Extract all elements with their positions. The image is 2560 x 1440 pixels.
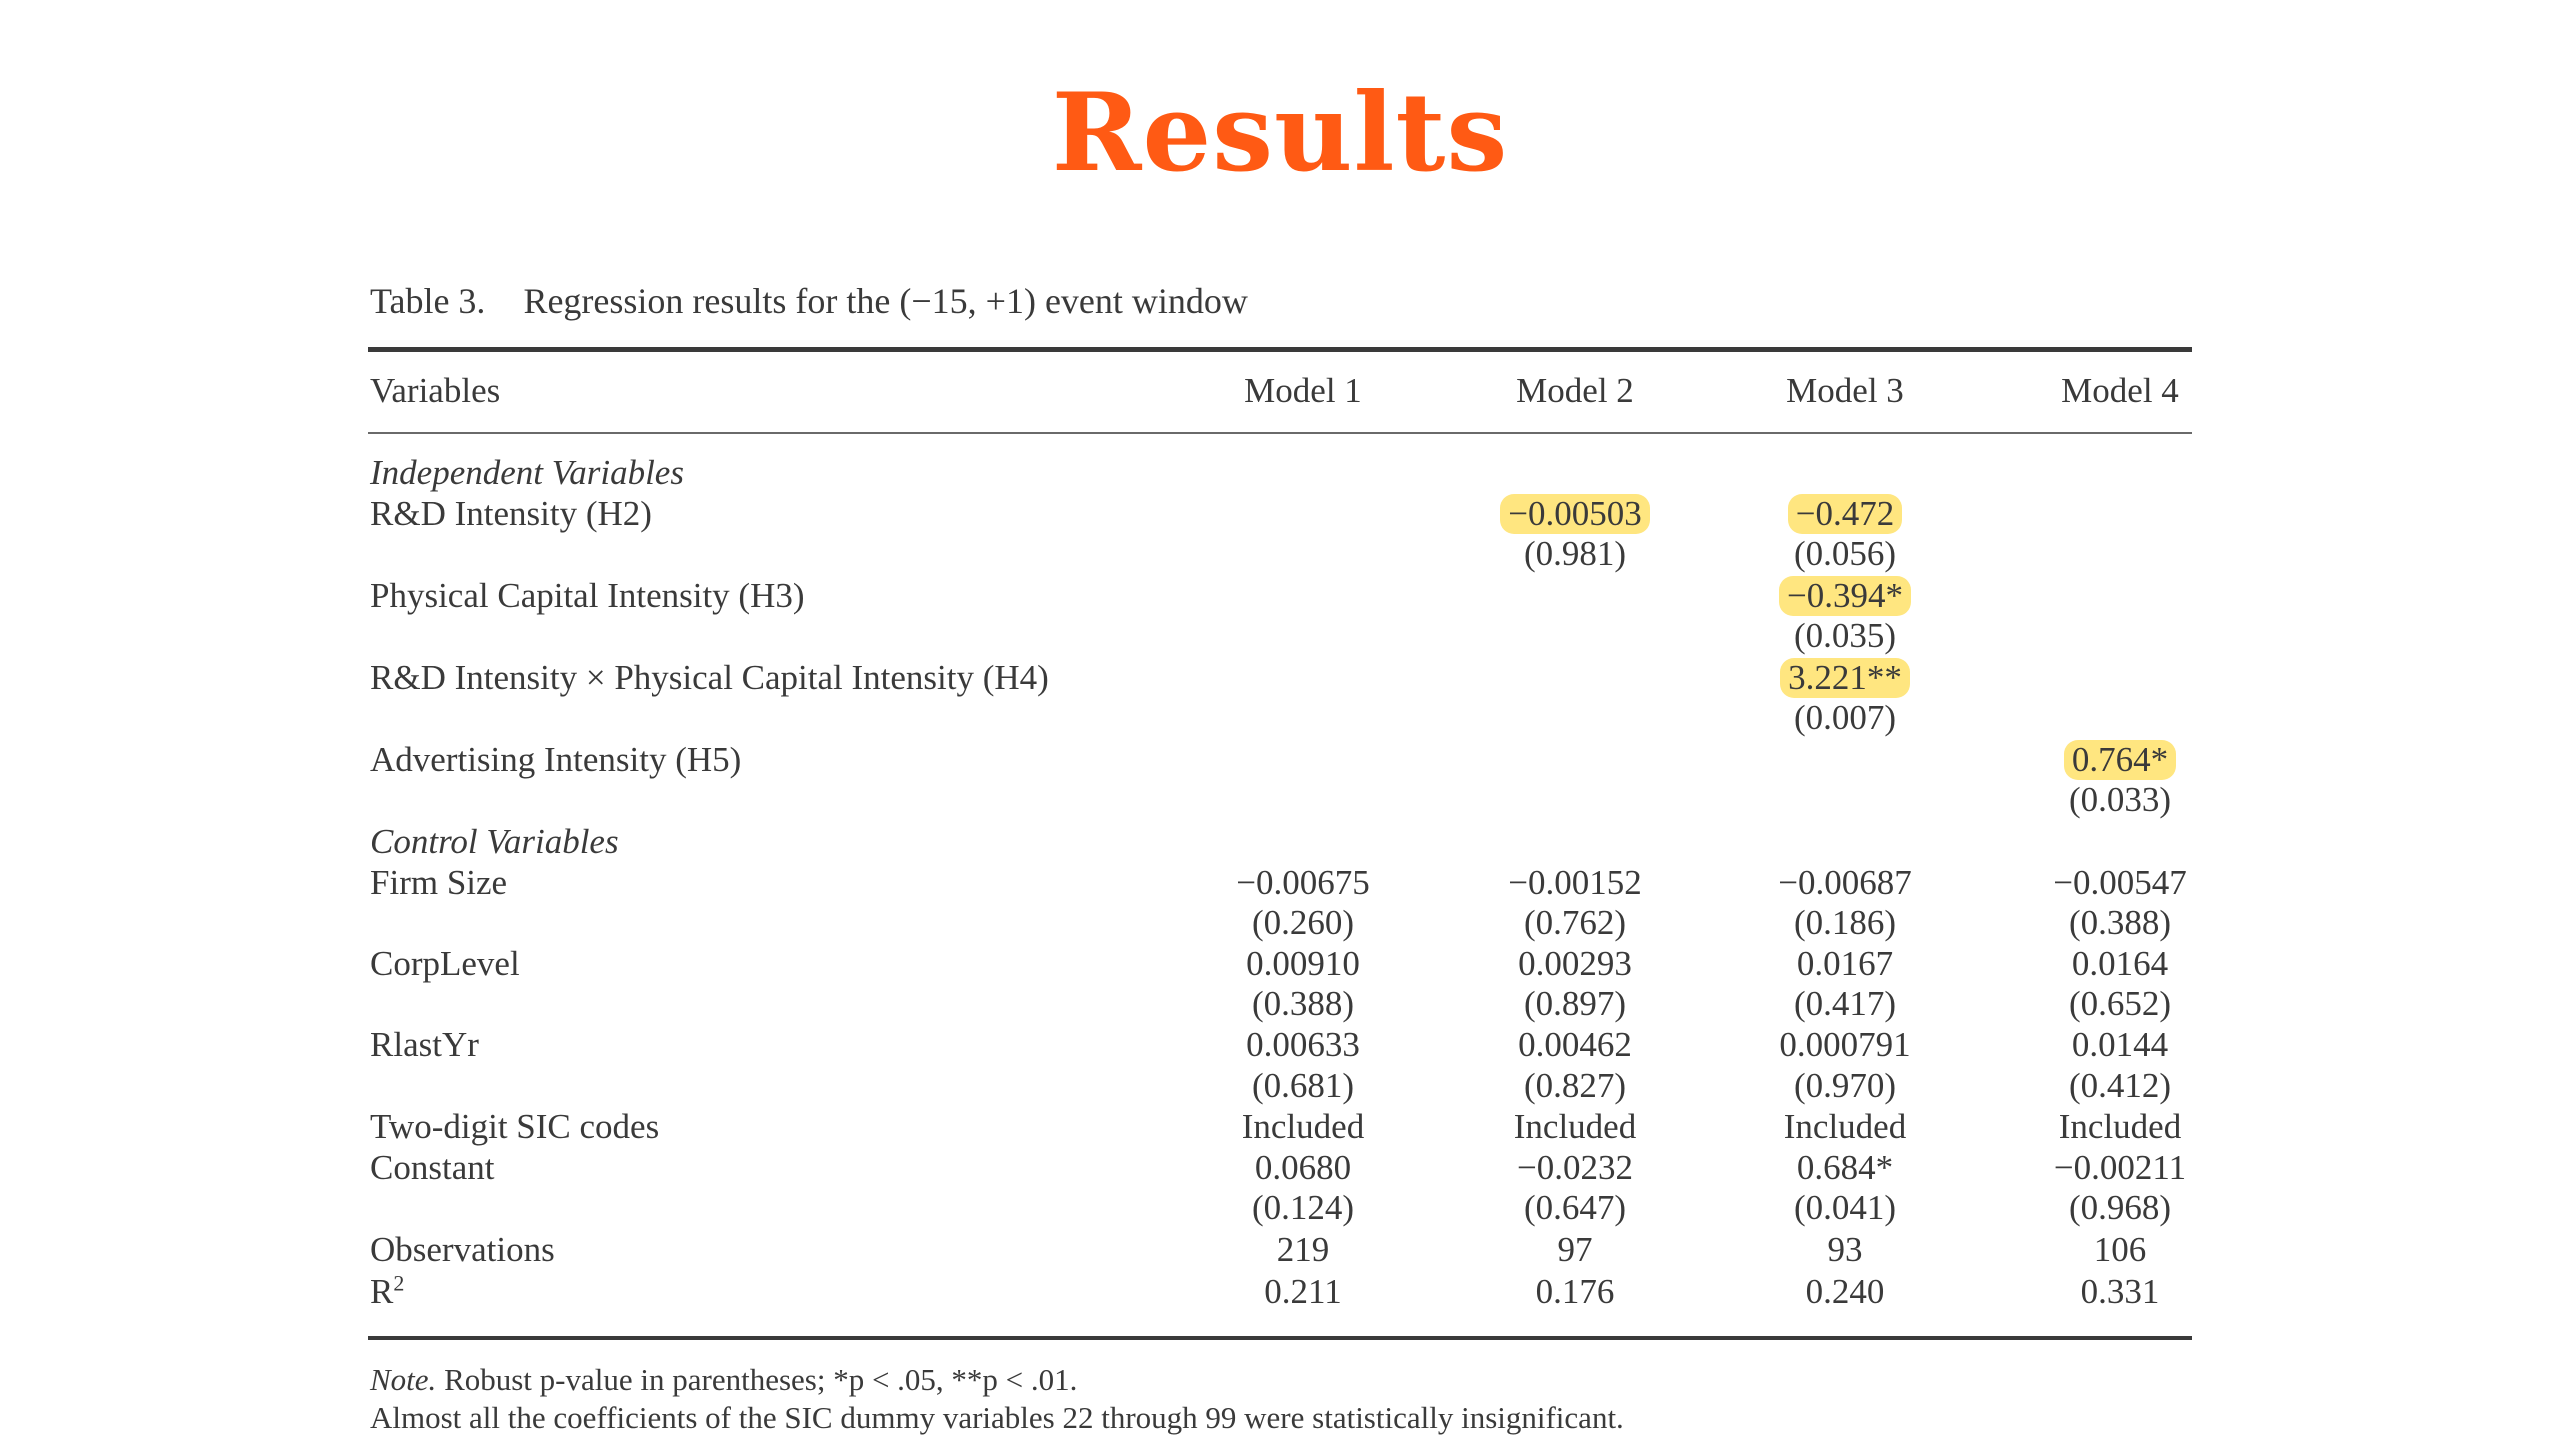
rlast-model1-pvalue: (0.681)	[1251, 1066, 1355, 1105]
rd-model2-coef	[1445, 494, 1705, 534]
row-sic-codes-label: Two-digit SIC codes	[370, 1107, 660, 1146]
highlight-mark: 0.764*	[2064, 740, 2176, 780]
inter-model3-pvalue: (0.007)	[1793, 698, 1897, 737]
obs-model2: 97	[1557, 1230, 1593, 1269]
row-r-squared-label	[370, 1272, 404, 1312]
const-model1-coef: 0.0680	[1254, 1148, 1352, 1187]
note-label: Note.	[370, 1362, 437, 1397]
const-model3-coef: 0.684*	[1796, 1148, 1894, 1187]
header-model-4: Model 4	[2061, 371, 2179, 410]
r2-model4: 0.331	[2080, 1272, 2160, 1311]
rd-model3-coef	[1715, 494, 1975, 534]
r2-model1: 0.211	[1264, 1272, 1342, 1311]
rlast-model2-coef: 0.00462	[1518, 1025, 1632, 1064]
firm-model3-pvalue: (0.186)	[1793, 903, 1897, 942]
firm-model1-coef: −0.00675	[1236, 863, 1370, 902]
pci-model3-coef	[1715, 576, 1975, 616]
row-physical-capital-label: Physical Capital Intensity (H3)	[370, 576, 805, 615]
slide-title: Results	[1051, 70, 1509, 196]
table-note-line-2: Almost all the coefficients of the SIC dummy variables 22 through 99 were statistically insignificant.	[370, 1400, 1624, 1435]
header-rule	[368, 432, 2192, 434]
header-model-1: Model 1	[1244, 371, 1362, 410]
row-firm-size-label: Firm Size	[370, 863, 508, 902]
firm-model3-coef: −0.00687	[1778, 863, 1912, 902]
adv-model4-pvalue: (0.033)	[2068, 780, 2172, 819]
rlast-model2-pvalue: (0.827)	[1523, 1066, 1627, 1105]
highlight-mark: −0.472	[1788, 494, 1903, 534]
rlast-model4-coef: 0.0144	[2071, 1025, 2169, 1064]
rlast-model3-pvalue: (0.970)	[1793, 1066, 1897, 1105]
corp-model1-pvalue: (0.388)	[1251, 984, 1355, 1023]
obs-model4: 106	[2093, 1230, 2147, 1269]
table-caption-label: Table 3.	[370, 281, 486, 321]
firm-model1-pvalue: (0.260)	[1251, 903, 1355, 942]
rlast-model4-pvalue: (0.412)	[2068, 1066, 2172, 1105]
row-interaction-label: R&D Intensity × Physical Capital Intensity (H4)	[370, 658, 1049, 697]
corp-model1-coef: 0.00910	[1246, 944, 1360, 983]
table-top-rule	[368, 347, 2192, 352]
corp-model3-pvalue: (0.417)	[1793, 984, 1897, 1023]
adv-model4-coef	[1990, 740, 2250, 780]
rd-model3-pvalue: (0.056)	[1793, 534, 1897, 573]
const-model4-coef: −0.00211	[2053, 1148, 2187, 1187]
row-rlastyr-label: RlastYr	[370, 1025, 479, 1064]
inter-model3-coef	[1715, 658, 1975, 698]
note-text-1: Robust p-value in parentheses; *p < .05, **p < .01.	[444, 1362, 1078, 1397]
corp-model2-pvalue: (0.897)	[1523, 984, 1627, 1023]
highlight-mark: −0.00503	[1500, 494, 1650, 534]
r2-model2: 0.176	[1535, 1272, 1615, 1311]
table-note-line-1	[370, 1362, 1077, 1398]
firm-model4-pvalue: (0.388)	[2068, 903, 2172, 942]
header-variables: Variables	[370, 371, 501, 410]
row-corplevel-label: CorpLevel	[370, 944, 520, 983]
section-control-variables: Control Variables	[370, 822, 619, 861]
r-squared-base: R	[370, 1272, 394, 1311]
firm-model2-pvalue: (0.762)	[1523, 903, 1627, 942]
r-squared-superscript: 2	[393, 1270, 405, 1296]
const-model3-pvalue: (0.041)	[1793, 1188, 1897, 1227]
row-advertising-label: Advertising Intensity (H5)	[370, 740, 742, 779]
highlight-mark: −0.394*	[1779, 576, 1911, 616]
table-caption	[370, 280, 1248, 322]
header-model-3: Model 3	[1786, 371, 1904, 410]
const-model2-pvalue: (0.647)	[1523, 1188, 1627, 1227]
row-observations-label: Observations	[370, 1230, 555, 1269]
firm-model4-coef: −0.00547	[2053, 863, 2187, 902]
obs-model1: 219	[1276, 1230, 1330, 1269]
sic-model4: Included	[2058, 1107, 2182, 1146]
rlast-model3-coef: 0.000791	[1779, 1025, 1911, 1064]
const-model2-coef: −0.0232	[1517, 1148, 1633, 1187]
table-bottom-rule	[368, 1336, 2192, 1340]
row-rd-intensity-label: R&D Intensity (H2)	[370, 494, 652, 533]
rlast-model1-coef: 0.00633	[1246, 1025, 1360, 1064]
obs-model3: 93	[1827, 1230, 1863, 1269]
corp-model4-pvalue: (0.652)	[2068, 984, 2172, 1023]
row-constant-label: Constant	[370, 1148, 495, 1187]
firm-model2-coef: −0.00152	[1508, 863, 1642, 902]
r2-model3: 0.240	[1805, 1272, 1885, 1311]
sic-model1: Included	[1241, 1107, 1365, 1146]
rd-model2-pvalue: (0.981)	[1523, 534, 1627, 573]
highlight-mark: 3.221**	[1780, 658, 1910, 698]
table-caption-text: Regression results for the (−15, +1) event window	[523, 281, 1248, 321]
header-model-2: Model 2	[1516, 371, 1634, 410]
sic-model3: Included	[1783, 1107, 1907, 1146]
const-model1-pvalue: (0.124)	[1251, 1188, 1355, 1227]
const-model4-pvalue: (0.968)	[2068, 1188, 2172, 1227]
pci-model3-pvalue: (0.035)	[1793, 616, 1897, 655]
sic-model2: Included	[1513, 1107, 1637, 1146]
corp-model2-coef: 0.00293	[1518, 944, 1632, 983]
corp-model3-coef: 0.0167	[1796, 944, 1894, 983]
section-independent-variables: Independent Variables	[370, 453, 684, 492]
corp-model4-coef: 0.0164	[2071, 944, 2169, 983]
